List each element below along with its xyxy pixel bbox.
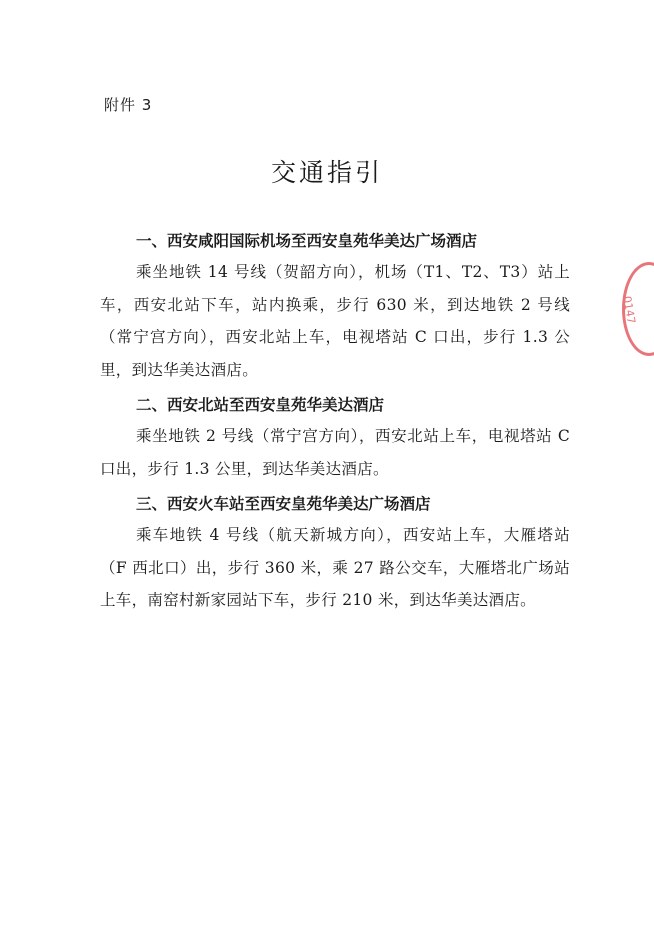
section-body-north-station: 乘坐地铁 2 号线（常宁宫方向），西安北站上车，电视塔站 C 口出，步行 1.3 公里，到达华美达酒店。 bbox=[100, 427, 570, 478]
section-body-airport: 乘坐地铁 14 号线（贺韶方向），机场（T1、T2、T3）站上车，西安北站下车，站内换乘，步行 630 米，到达地铁 2 号线（常宁宫方向），西安北站上车，电视塔站 C 口出，步行 1.3 公里，到达华美达酒店。 bbox=[100, 263, 570, 379]
section-heading-railway-station: 三、西安火车站至西安皇苑华美达广场酒店 bbox=[136, 495, 431, 513]
seal-stamp-text: 0147 bbox=[620, 295, 638, 325]
page-title: 交通指引 bbox=[270, 158, 383, 187]
document-body bbox=[100, 226, 570, 621]
seal-stamp bbox=[622, 262, 654, 356]
section-heading-airport: 一、西安咸阳国际机场至西安皇苑华美达广场酒店 bbox=[136, 232, 478, 250]
section-heading-north-station: 二、西安北站至西安皇苑华美达酒店 bbox=[136, 396, 385, 414]
attachment-label: 附件 3 bbox=[104, 96, 153, 114]
section-body-railway-station: 乘车地铁 4 号线（航天新城方向），西安站上车，大雁塔站（F 西北口）出，步行 360 米，乘 27 路公交车，大雁塔北广场站上车，南窑村新家园站下车，步行 210 米，到达华美达酒店。 bbox=[100, 526, 570, 609]
